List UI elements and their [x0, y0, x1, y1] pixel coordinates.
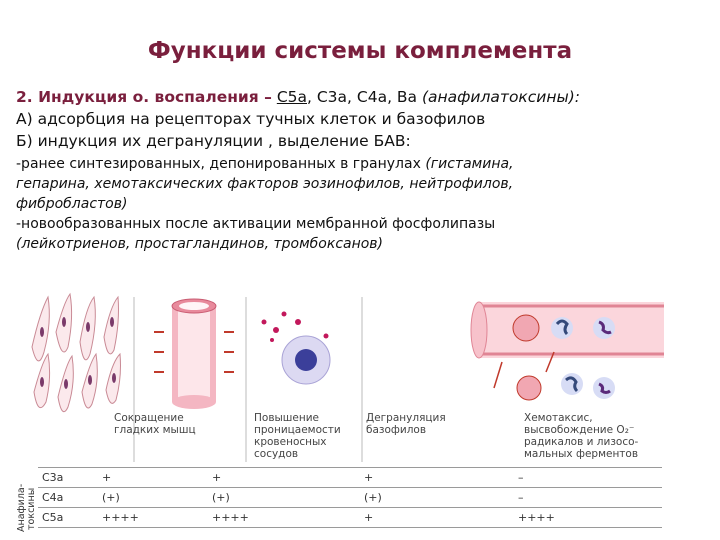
table-row: С5а ++++ ++++ + ++++ [38, 508, 662, 528]
intro-line [16, 86, 716, 108]
table-row: С3а + + + – [38, 468, 662, 488]
item1-italic-c: фибробластов) [16, 196, 128, 212]
intro-c5a: С5а [276, 88, 307, 106]
panel-label-4: Хемотаксис, высвобождение O₂⁻ радикалов и лизосо- мальных ферментов [524, 412, 639, 460]
item2 [16, 214, 716, 254]
panel-label-3: Дегрануляция базофилов [366, 412, 446, 436]
anaphylatoxin-effects-table [38, 467, 662, 528]
basophil-icon [262, 312, 331, 385]
item1-italic-b: гепарина, хемотаксических факторов эозинофилов, нейтрофилов, [16, 176, 514, 192]
page-title: Функции системы комплемента [147, 38, 573, 64]
line-b: Б) индукция их дегрануляции , выделение БАВ: [16, 132, 411, 150]
intro-italic: (анафилатоксины): [422, 88, 581, 106]
intro-rest: , С3а, С4а, Ва [307, 88, 418, 106]
slide-body [16, 86, 716, 254]
item1 [16, 154, 716, 214]
panel-label-1: Сокращение гладких мышц [114, 412, 196, 436]
panel-label-2: Повышение проницаемости кровеносных сосудов [254, 412, 341, 460]
item1-italic-a: (гистамина, [425, 156, 514, 172]
chemotaxis-vessel-icon [471, 302, 664, 400]
table-row: С4а (+) (+) (+) – [38, 488, 662, 508]
item2-plain: -новообразованных после активации мембранной фосфолипазы [16, 216, 496, 232]
line-a: А) адсорбция на рецепторах тучных клеток и базофилов [16, 110, 486, 128]
blood-vessel-icon [154, 299, 234, 409]
item1-plain: -ранее синтезированных, депонированных в гранулах [16, 156, 421, 172]
anaphylatoxin-figure [14, 292, 666, 540]
anaphylatoxins-side-label: Анафила- токсины [16, 483, 37, 532]
smooth-muscle-cells-icon [32, 294, 121, 412]
intro-heading: 2. Индукция о. воспаления – [16, 88, 272, 106]
item2-italic: (лейкотриенов, простагландинов, тромбоксанов) [16, 236, 384, 252]
